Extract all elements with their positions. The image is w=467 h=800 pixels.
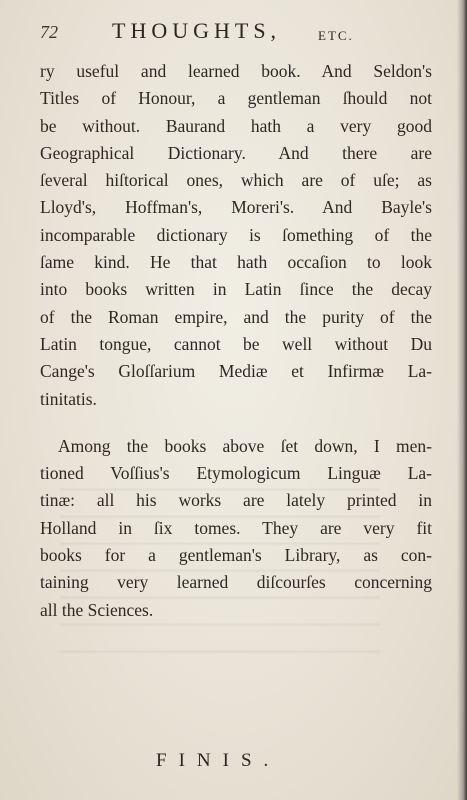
page-header — [36, 16, 446, 50]
text-line: tinitatis. — [40, 388, 97, 409]
text-line: ſame kind. He that hath occaſion to look — [40, 252, 432, 273]
text-line: Latin tongue, cannot be well without Du — [40, 333, 432, 354]
text-line: Titles of Honour, a gentleman ſhould not — [40, 88, 432, 109]
text-line: ry useful and learned book. And Seldon's — [40, 61, 432, 81]
text-line: into books written in Latin ſince the decay — [40, 279, 432, 300]
paragraph-2 — [40, 433, 432, 624]
text-line: Holland in ſix tomes. They are very fit — [40, 517, 432, 538]
text-line: Lloyd's, Hoffman's, Moreri's. And Bayle's — [40, 197, 432, 218]
text-line: incomparable dictionary is ſomething of the — [40, 224, 432, 245]
running-head-suffix: ETC. — [318, 28, 354, 43]
paragraph-1 — [40, 58, 432, 413]
paragraph-gap — [40, 413, 432, 433]
text-line: taining very learned diſcourſes concerning — [40, 572, 432, 593]
running-head: THOUGHTS, — [112, 18, 282, 43]
text-line: of the Roman empire, and the purity of the — [40, 306, 432, 327]
text-line: Geographical Dictionary. And there are — [40, 142, 432, 163]
text-line: tinæ: all his works are lately printed in — [40, 490, 432, 511]
page-number: 72 — [40, 22, 58, 42]
text-line: Cange's Gloſſarium Mediæ et Infirmæ La- — [40, 361, 432, 382]
body-text — [40, 58, 432, 624]
text-line: books for a gentleman's Library, as con- — [40, 545, 432, 566]
text-line: all the Sciences. — [40, 599, 154, 620]
finis-ending: FINIS. — [156, 750, 281, 771]
text-line: ſeveral hiſtorical ones, which are of uſe; as — [40, 170, 432, 191]
text-line: be without. Baurand hath a very good — [40, 115, 432, 136]
text-line: tioned Voſſius's Etymologicum Linguæ La- — [40, 463, 432, 484]
text-line: Among the books above ſet down, I men- — [58, 435, 432, 456]
